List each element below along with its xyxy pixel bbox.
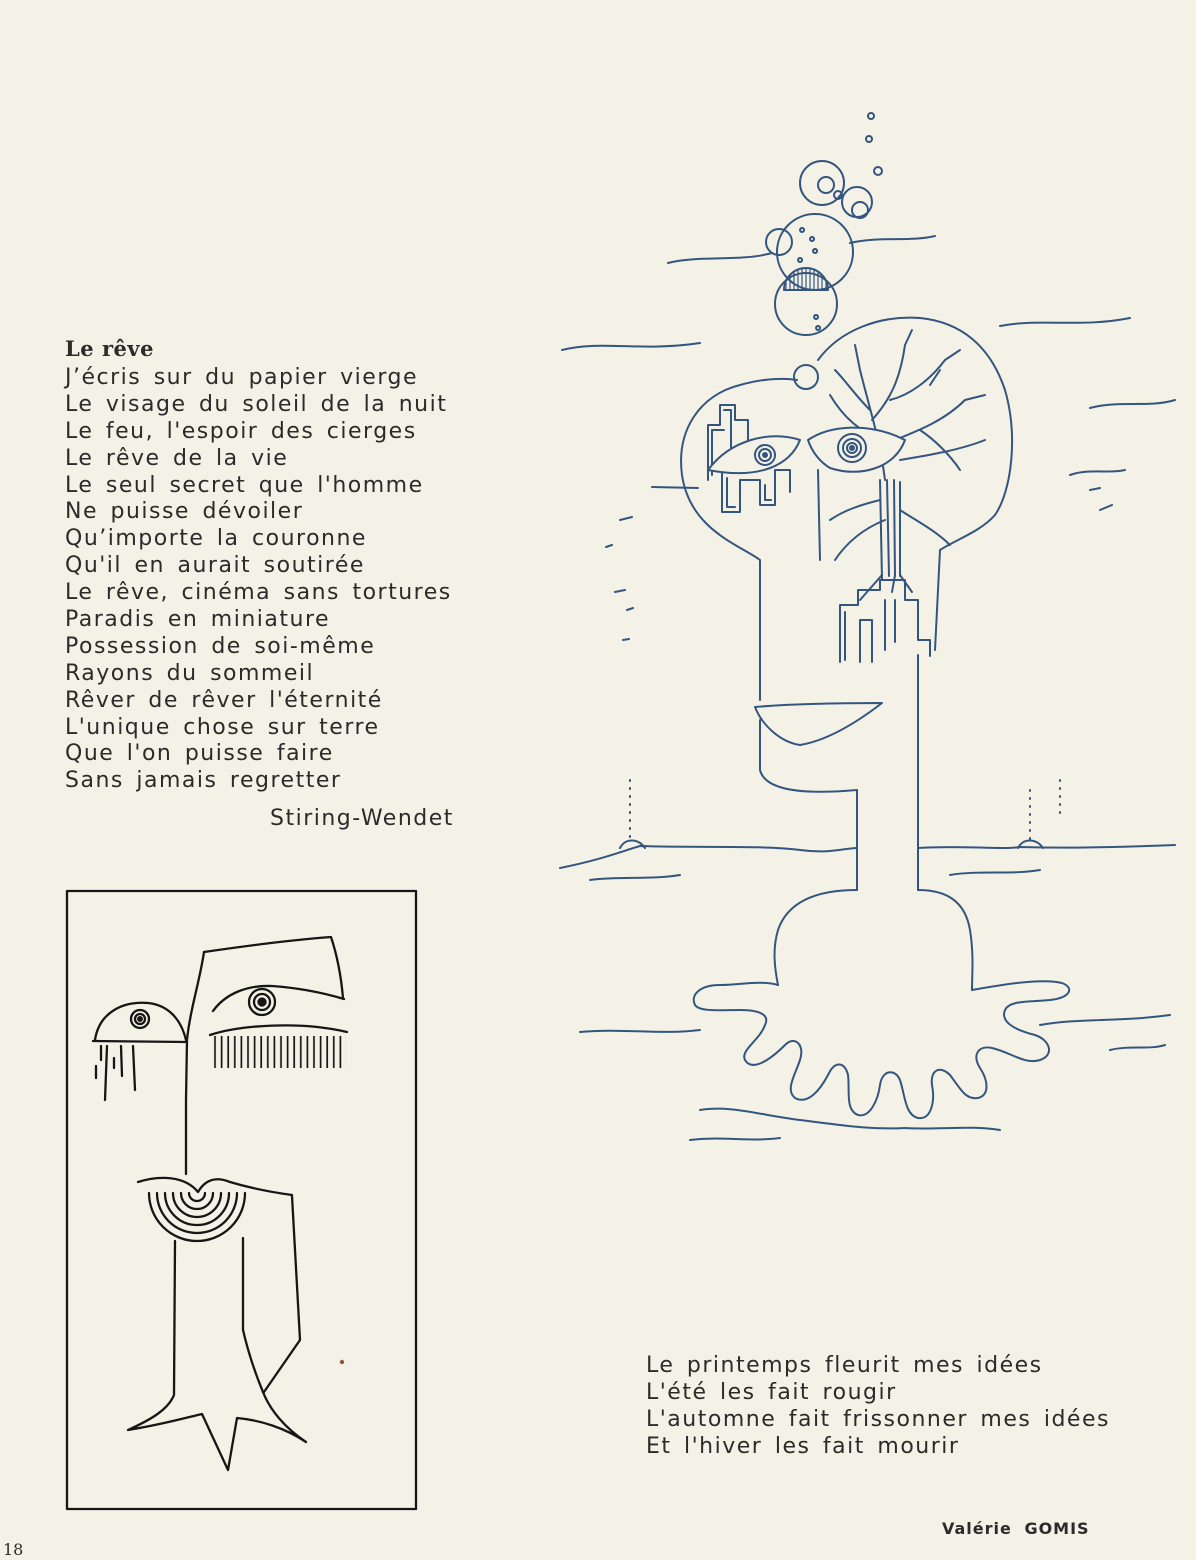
page-number: 18	[3, 1540, 24, 1559]
poem-author-signature: Valérie GOMIS	[942, 1519, 1090, 1538]
trunk-right-edge	[243, 1196, 300, 1392]
right-eyebrow	[213, 986, 344, 1011]
poem-line: Paradis en miniature	[65, 607, 331, 633]
lips	[755, 703, 882, 745]
poem-title: Le rêve	[65, 336, 154, 361]
poem-line: J’écris sur du papier vierge	[65, 365, 418, 390]
poem-line: Rayons du sommeil	[65, 660, 315, 686]
hat-outline	[204, 937, 343, 998]
mouth-arcs	[149, 1193, 245, 1241]
poem-line: Sans jamais regretter	[65, 768, 342, 794]
dotted-vapor	[630, 780, 1060, 840]
tear-drips	[96, 1046, 135, 1100]
poem-line: Qu’importe la couronne	[65, 526, 367, 552]
left-eye-pupil	[138, 1017, 142, 1021]
poem-line: Que l'on puisse faire	[65, 741, 334, 767]
poem-line: L'unique chose sur terre	[65, 714, 380, 740]
trunk-left-edge	[128, 1241, 306, 1470]
poem-line: Le seul secret que l'homme	[65, 472, 424, 498]
base-bulb	[775, 890, 973, 990]
poem-line: Le rêve de la vie	[65, 445, 289, 471]
poem-line: Le feu, l'espoir des cierges	[65, 418, 417, 444]
nose-line	[186, 952, 204, 1174]
right-eye-center	[850, 446, 854, 450]
eyelashes	[212, 1036, 346, 1068]
mustache	[138, 1178, 292, 1195]
poem-le-reve	[65, 365, 452, 795]
head-left-outline	[681, 379, 797, 700]
roots	[694, 981, 1069, 1118]
head-tree-drawing	[560, 113, 1175, 1140]
bubble-dots-lower	[814, 315, 820, 330]
poem-seasons	[646, 1352, 1110, 1460]
poem-line: L'automne fait frissonner mes idées	[646, 1407, 1110, 1432]
head-divider	[818, 470, 820, 560]
bubble-tiny-2	[866, 136, 872, 142]
hatched-cap	[784, 268, 828, 290]
poem-line: Et l'hiver les fait mourir	[646, 1434, 960, 1459]
bird-marks	[606, 488, 1112, 640]
left-eye-center	[763, 453, 767, 457]
poem-line: Ne puisse dévoiler	[65, 499, 304, 525]
right-city-buildings	[840, 580, 930, 662]
poem-line: Le printemps fleurit mes idées	[646, 1353, 1043, 1378]
poem-line: Qu'il en aurait soutirée	[65, 553, 365, 579]
ink-dot	[340, 1360, 344, 1364]
left-eye-lower-line	[93, 1041, 187, 1042]
left-eye	[708, 436, 800, 473]
right-eye-pupil	[259, 999, 266, 1006]
tree-trunk-lines	[880, 480, 900, 580]
bubble-inner-3	[852, 202, 868, 218]
poem-line: Rêver de rêver l'éternité	[65, 687, 383, 713]
right-eyelid	[210, 1025, 347, 1035]
poem-line: Le rêve, cinéma sans tortures	[65, 580, 452, 606]
drawing-frame	[67, 891, 416, 1509]
horizon-line	[560, 845, 1175, 868]
bubble-tiny-1	[868, 113, 874, 119]
chin-line	[760, 720, 857, 792]
bubble-inner-1	[818, 177, 834, 193]
sea-wave-lines	[590, 870, 1040, 880]
bubble-tiny-3	[874, 167, 882, 175]
head-small-bubble	[794, 365, 818, 389]
poem-line: Le visage du soleil de la nuit	[65, 391, 448, 417]
ground-wave-lines	[580, 1015, 1170, 1140]
face-drawing	[67, 891, 416, 1509]
poem-author-signature: Stiring-Wendet	[270, 806, 454, 831]
poem-line: L'été les fait rougir	[646, 1380, 897, 1405]
bubble-dots	[798, 228, 817, 262]
poem-line: Possession de soi-même	[65, 633, 376, 659]
